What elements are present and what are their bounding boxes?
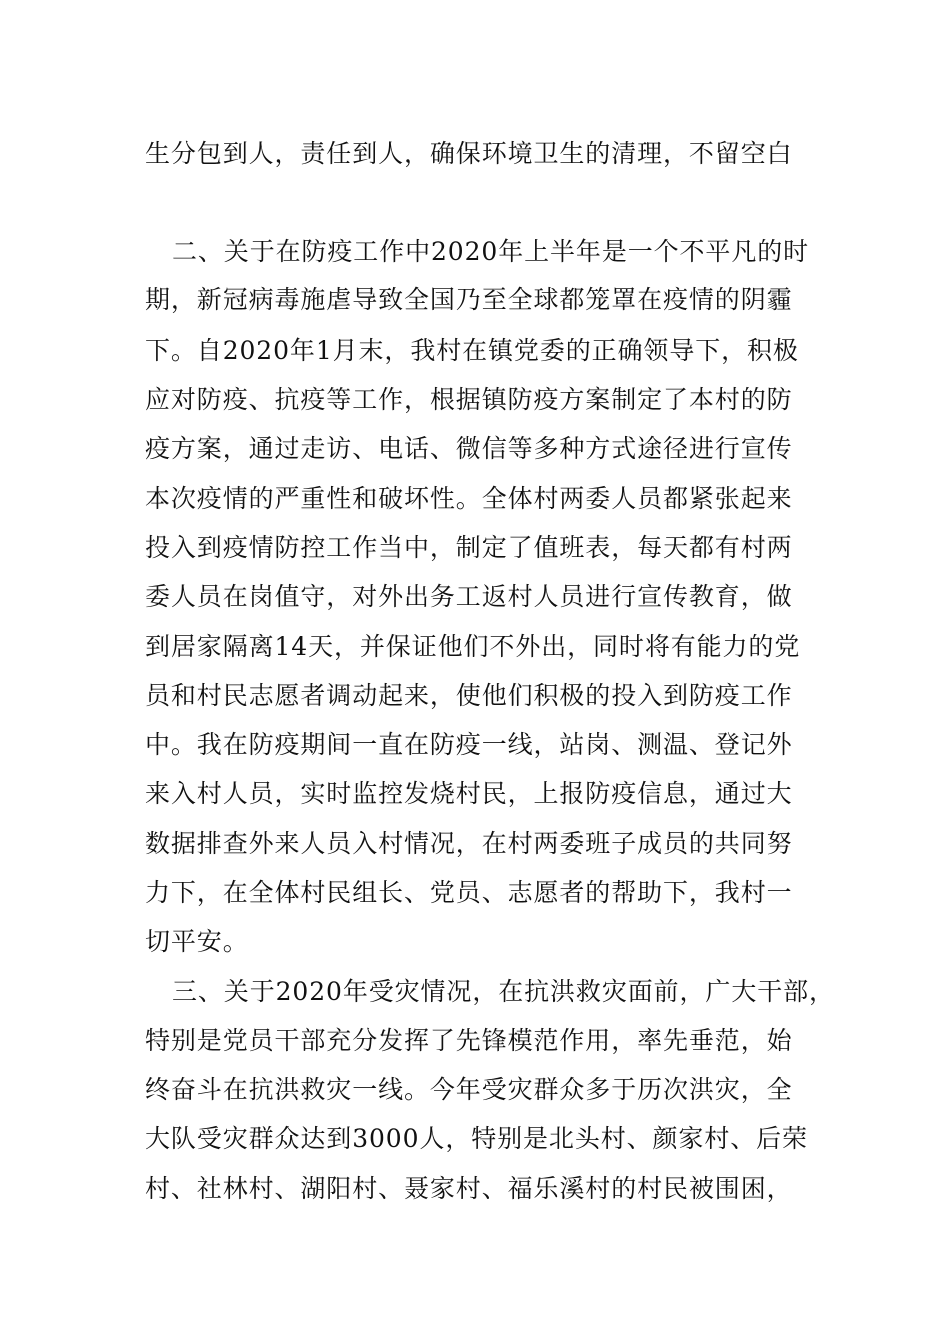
text-line: 力下，在全体村民组长、党员、志愿者的帮助下，我村一 — [145, 878, 793, 907]
text-line: 中。我在防疫期间一直在防疫一线，站岗、测温、登记外 — [145, 730, 793, 759]
text-line: 特别是党员干部充分发挥了先锋模范作用，率先垂范，始 — [145, 1026, 793, 1055]
text-line: 二、关于在防疫工作中2020年上半年是一个不平凡的时 — [172, 237, 810, 266]
text-line: 村、社林村、湖阳村、聂家村、福乐溪村的村民被围困， — [145, 1174, 793, 1203]
text-line: 三、关于2020年受灾情况，在抗洪救灾面前，广大干部， — [172, 977, 835, 1006]
text-line: 切平安。 — [145, 927, 249, 956]
text-line: 员和村民志愿者调动起来，使他们积极的投入到防疫工作 — [145, 681, 793, 710]
text-line: 到居家隔离14天，并保证他们不外出，同时将有能力的党 — [145, 632, 801, 661]
text-line: 应对防疫、抗疫等工作，根据镇防疫方案制定了本村的防 — [145, 385, 793, 414]
text-line: 期，新冠病毒施虐导致全国乃至全球都笼罩在疫情的阴霾 — [145, 285, 793, 314]
text-line: 终奋斗在抗洪救灾一线。今年受灾群众多于历次洪灾，全 — [145, 1075, 793, 1104]
text-line: 投入到疫情防控工作当中，制定了值班表，每天都有村两 — [145, 533, 793, 562]
text-line: 大队受灾群众达到3000人，特别是北头村、颜家村、后荣 — [145, 1124, 808, 1153]
text-line: 下。自2020年1月末，我村在镇党委的正确领导下，积极 — [145, 336, 799, 365]
text-line: 生分包到人，责任到人，确保环境卫生的清理，不留空白 — [145, 139, 793, 168]
text-line: 委人员在岗值守，对外出务工返村人员进行宣传教育，做 — [145, 582, 793, 611]
text-line: 疫方案，通过走访、电话、微信等多种方式途径进行宣传 — [145, 434, 793, 463]
text-line: 本次疫情的严重性和破坏性。全体村两委人员都紧张起来 — [145, 484, 793, 513]
text-line: 来入村人员，实时监控发烧村民，上报防疫信息，通过大 — [145, 779, 793, 808]
text-line: 数据排查外来人员入村情况，在村两委班子成员的共同努 — [145, 829, 793, 858]
